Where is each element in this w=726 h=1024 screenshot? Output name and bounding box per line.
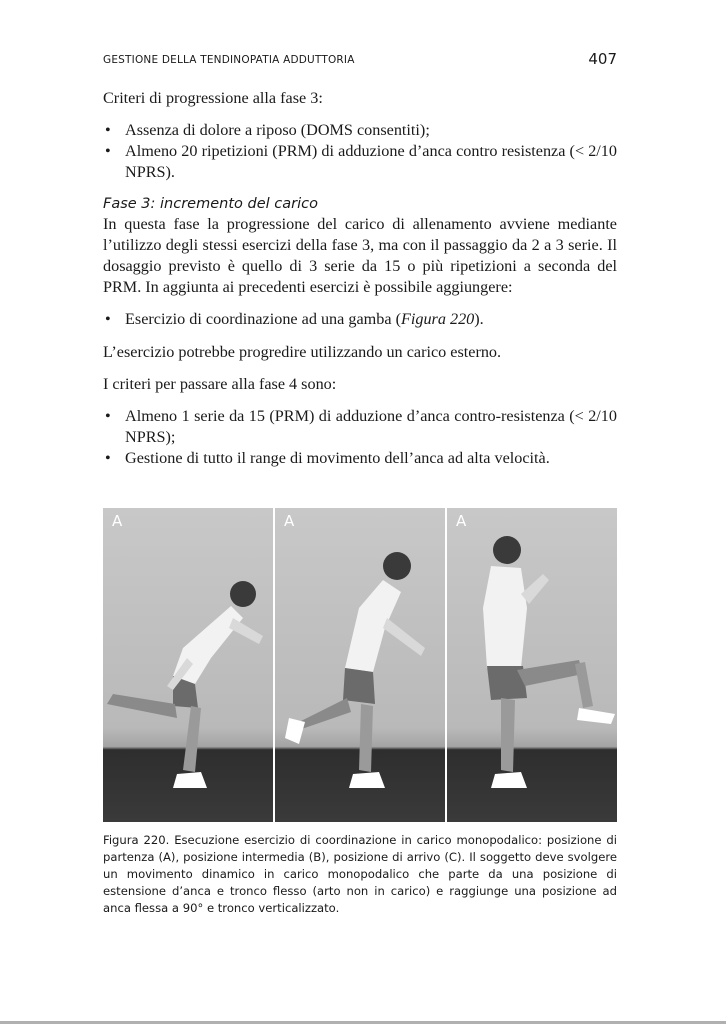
exercise-item-end: ). xyxy=(474,310,484,328)
exercise-list xyxy=(103,309,617,330)
list-item: • Almeno 20 ripetizioni (PRM) di adduzione d’anca contro resistenza (< 2/10 NPRS). xyxy=(103,141,617,183)
exercise-figure xyxy=(103,508,617,822)
athlete-start-photo xyxy=(103,508,272,822)
section-paragraph: In questa fase la progressione del carico di allenamento avviene mediante l’utilizzo degli stessi esercizi della fase 3, ma con il passaggio da 2 a 3 serie. Il dosaggio previsto è quello di 3 serie da 15 o più ripetizioni a seconda del PRM. In aggiunta ai precedenti esercizi è possibile aggiungere: xyxy=(103,215,617,296)
section-heading: Fase 3: incremento del carico xyxy=(103,196,318,212)
page-header xyxy=(103,52,617,72)
list-item: • Almeno 1 serie da 15 (PRM) di adduzione d’anca contro-resistenza (< 2/10 NPRS); xyxy=(103,406,617,448)
athlete-intermediate-photo xyxy=(275,508,444,822)
panel-label: A xyxy=(456,512,467,530)
figure-panel-arrival xyxy=(447,508,617,822)
figure-caption: Figura 220. Esecuzione esercizio di coordinazione in carico monopodalico: posizione di partenza (A), posizione intermedia (B), posizione di arrivo (C). Il soggetto deve svolgere un movimento dinamico in carico monopodalico che parte da una posizione di estensione d’anca e tronco flesso (arto non in carico) e raggiunge una posizione ad anca flessa a 90° e tronco verticalizzato. xyxy=(103,833,617,915)
list-item: • Gestione di tutto il range di movimento dell’anca ad alta velocità. xyxy=(103,448,617,469)
figure-reference: Figura 220 xyxy=(400,310,475,328)
list-item: • Assenza di dolore a riposo (DOMS consentiti); xyxy=(103,120,617,141)
criteria-list xyxy=(103,120,617,183)
page-number: 407 xyxy=(588,50,617,68)
phase4-intro: I criteri per passare alla fase 4 sono: xyxy=(103,375,337,393)
body-text xyxy=(103,88,617,481)
phase4-list xyxy=(103,406,617,469)
list-item xyxy=(103,309,617,330)
running-head: GESTIONE DELLA TENDINOPATIA ADDUTTORIA xyxy=(103,54,355,66)
figure-panel-intermediate xyxy=(275,508,447,822)
panel-label: A xyxy=(112,512,123,530)
exercise-item-text: Esercizio di coordinazione ad una gamba ( xyxy=(125,310,401,328)
panel-label: A xyxy=(284,512,295,530)
criteria-intro: Criteri di progressione alla fase 3: xyxy=(103,89,323,107)
figure-panel-start xyxy=(103,508,275,822)
external-load-text: L’esercizio potrebbe progredire utilizzando un carico esterno. xyxy=(103,343,502,361)
athlete-arrival-photo xyxy=(447,508,617,822)
